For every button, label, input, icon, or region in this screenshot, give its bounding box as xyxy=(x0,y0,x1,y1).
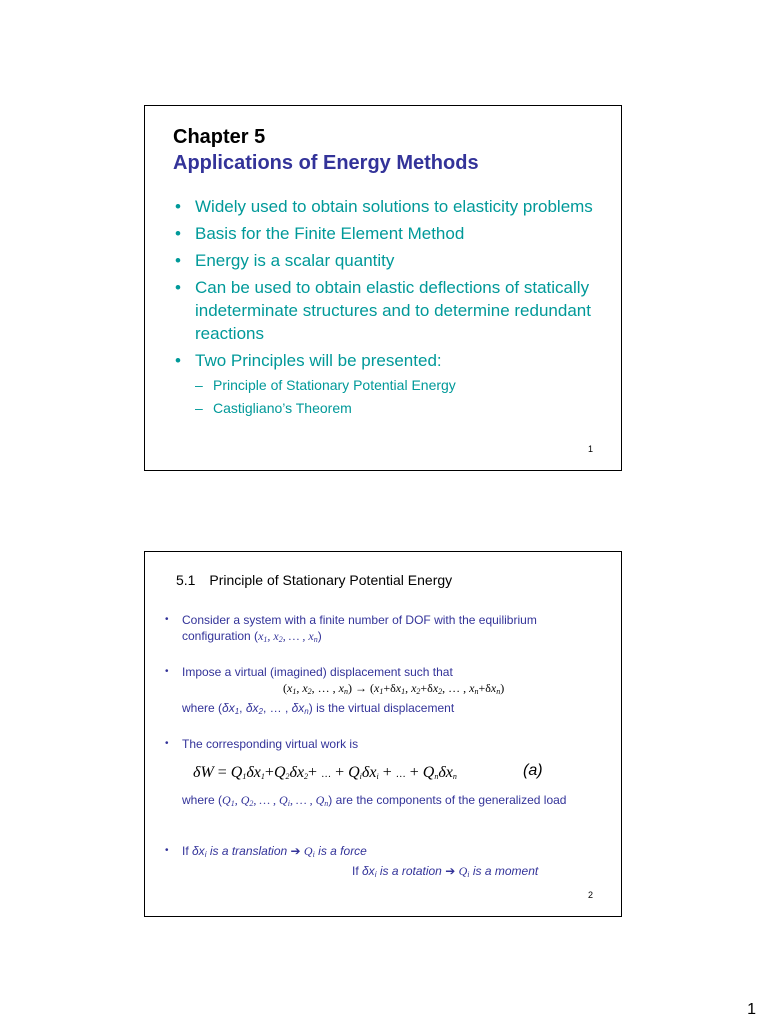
section-heading xyxy=(176,572,452,588)
bullet-item: • The corresponding virtual work is xyxy=(165,737,359,751)
equation-label: (a) xyxy=(523,762,543,779)
bullet-item: • Consider a system with a finite number of DOF with the equilibrium configuration ($x_1$, $x_2$, … , $x_n$) xyxy=(165,613,537,644)
equation-note: where ($Q_1$, $Q_2$, … , $Q_i$, … , $Q_n$) are the components of the generalized load xyxy=(182,793,567,808)
slide-1-bullet-list xyxy=(173,195,603,424)
page-number: 1 xyxy=(747,1001,756,1018)
section-number: 5.1 xyxy=(176,572,196,588)
section-title: Principle of Stationary Potential Energy xyxy=(209,572,453,588)
slide-2 xyxy=(144,551,622,917)
bullet-item: • Widely used to obtain solutions to elasticity problems xyxy=(175,197,593,216)
bullet-item: • Basis for the Finite Element Method xyxy=(175,224,465,243)
bullet-item: • Can be used to obtain elastic deflections of statically indeterminate structures and to determine redundant reactions xyxy=(175,278,591,343)
sub-bullet-item: – Principle of Stationary Potential Energy xyxy=(195,377,456,393)
slide-page-number: 2 xyxy=(587,890,593,900)
bullet-item: • If $\delta x_i$ is a translation ➔ $Q_i$ is a force If $\delta x_i$ is a rotation ➔ $Q_i$ is a moment xyxy=(165,844,539,879)
bullet-item: • Energy is a scalar quantity xyxy=(175,251,395,270)
sub-bullet-list xyxy=(195,374,603,420)
virtual-work-equation: $\delta W = Q_1\delta x_1+Q_2\delta x_2+$ … + $Q_i\delta x_i$ + … + $Q_n\delta x_n$ (a) xyxy=(193,762,543,781)
slide-1 xyxy=(144,105,622,471)
chapter-title: Applications of Energy Methods xyxy=(173,152,479,174)
bullet-item: • Impose a virtual (imagined) displacement such that ($x_1$, $x_2$, … , $x_n) \to (x_1+\delta x_1$, $x_2+\delta x_2$, … , $x_n+\delta x_n$) where ($\delta x_1$, $\delta x_2$, … , $\delta x_n$) is the virtual displacement xyxy=(165,665,505,716)
sub-bullet-item: – Castigliano’s Theorem xyxy=(195,400,352,416)
bullet-item: • Two Principles will be presented: – Principle of Stationary Potential Energy – Castigliano’s Theorem xyxy=(173,349,603,420)
chapter-label: Chapter 5 xyxy=(173,126,266,148)
slide-page-number: 1 xyxy=(587,444,593,454)
